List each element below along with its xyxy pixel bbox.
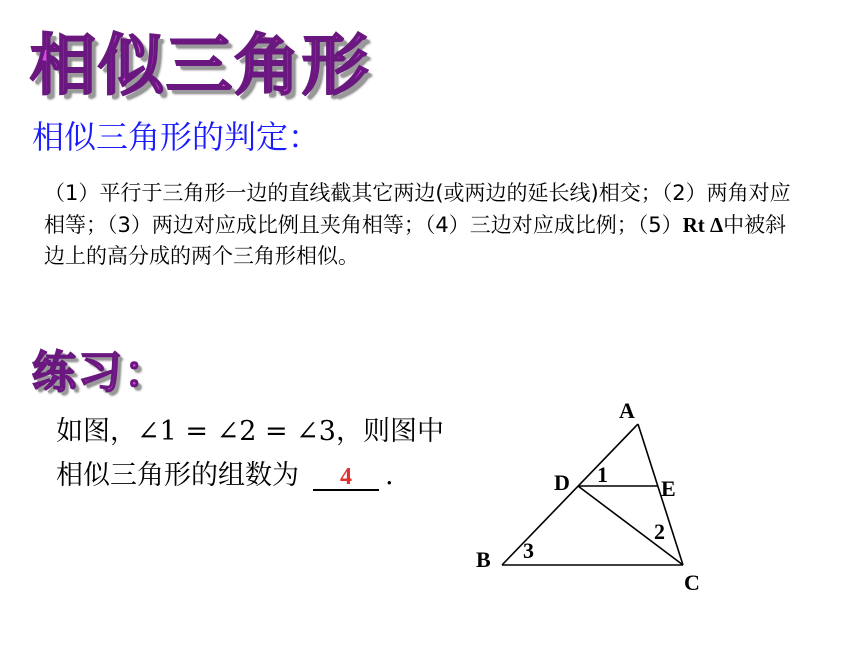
angle-1-label: 1 <box>597 462 608 487</box>
vertex-d-label: D <box>554 470 570 495</box>
slide-title: 相似三角形 <box>30 27 370 104</box>
vertex-b-label: B <box>476 547 491 572</box>
criteria-text-rt: Rt Δ <box>682 212 724 237</box>
vertex-c-label: C <box>684 570 700 595</box>
question-suffix: . <box>385 460 394 491</box>
criteria-text-part-a: （1）平行于三角形一边的直线截其它两边(或两边的延长线)相交；（2）两角对应相等；（3）两边对应成比例且夹角相等；（4）三边对应成比例；（5） <box>44 181 791 237</box>
exercise-heading: 练习： <box>32 347 170 398</box>
criteria-text-part-c: 中被斜边上的高分成的两个三角形相似。 <box>44 212 787 268</box>
question-line-1: 如图，∠1 = ∠2 = ∠3，则图中 <box>56 416 444 447</box>
angle-3-label: 3 <box>523 538 534 563</box>
vertex-a-label: A <box>619 398 635 423</box>
criteria-heading: 相似三角形的判定： <box>32 118 321 156</box>
angle-2-label: 2 <box>654 519 665 544</box>
answer-blank: 4 <box>313 465 379 491</box>
vertex-e-label: E <box>661 476 676 501</box>
question-prefix: 相似三角形的组数为 <box>56 460 299 491</box>
